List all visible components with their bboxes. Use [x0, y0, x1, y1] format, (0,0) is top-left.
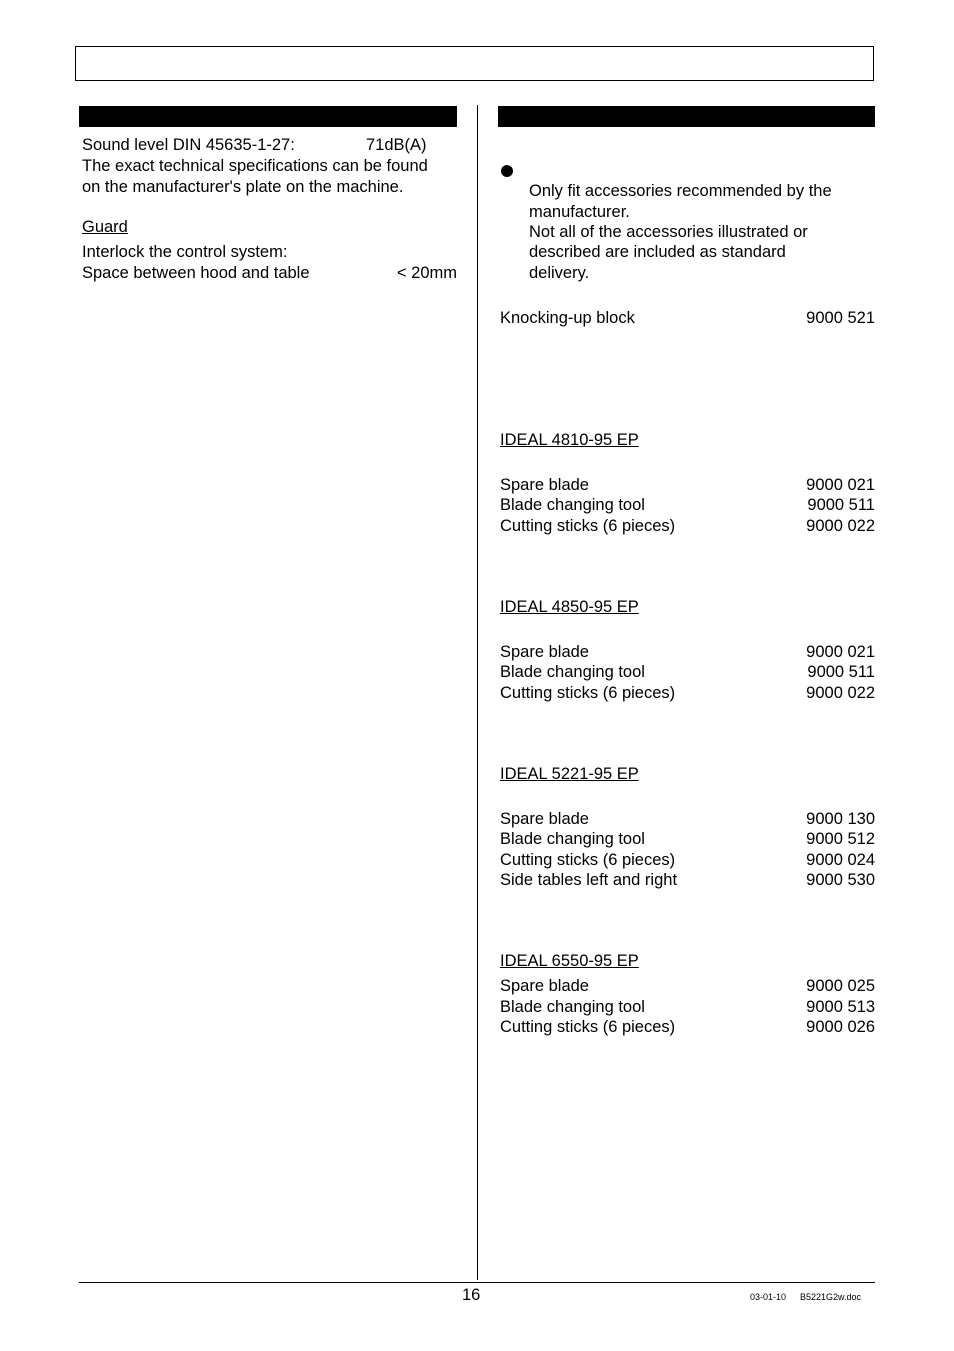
- item-label: Side tables left and right: [500, 871, 678, 889]
- column-divider: [477, 105, 478, 1280]
- item-label: Spare blade: [500, 810, 589, 828]
- item-value: 9000 021: [806, 476, 875, 494]
- interlock-text: Interlock the control system:: [82, 243, 288, 261]
- item-label: Blade changing tool: [500, 663, 645, 681]
- page-number: 16: [462, 1286, 481, 1304]
- item-label: Blade changing tool: [500, 998, 645, 1016]
- note-line: Only fit accessories recommended by the: [529, 182, 832, 200]
- model-heading: IDEAL 4850-95 EP: [500, 598, 639, 616]
- bullet-icon: [501, 165, 513, 177]
- guard-heading: Guard: [82, 218, 128, 236]
- item-value: 9000 513: [806, 998, 875, 1016]
- note-line: manufacturer.: [529, 203, 630, 221]
- item-value: 9000 511: [807, 496, 875, 514]
- item-label: Blade changing tool: [500, 830, 645, 848]
- right-section-bar: [498, 106, 875, 127]
- item-value: 9000 130: [806, 810, 875, 828]
- footer-rule: [79, 1282, 875, 1283]
- item-value: 9000 022: [806, 517, 875, 535]
- note-line: Not all of the accessories illustrated or: [529, 223, 808, 241]
- item-value: 9000 021: [806, 643, 875, 661]
- space-value: < 20mm: [396, 264, 457, 282]
- item-value: 9000 512: [806, 830, 875, 848]
- footer-filename: B5221G2w.doc: [800, 1292, 862, 1302]
- item-label: Cutting sticks (6 pieces): [500, 517, 676, 535]
- item-value: 9000 024: [806, 851, 875, 869]
- left-section-bar: [79, 106, 457, 127]
- item-label: Cutting sticks (6 pieces): [500, 1018, 676, 1036]
- footer-date: 03-01-10: [750, 1292, 787, 1302]
- note-line: described are included as standard: [529, 243, 786, 261]
- item-value: 9000 026: [806, 1018, 875, 1036]
- item-label: Spare blade: [500, 977, 589, 995]
- header-box: [75, 46, 874, 81]
- item-label: Cutting sticks (6 pieces): [500, 684, 676, 702]
- knocking-label: Knocking-up block: [500, 309, 635, 327]
- model-heading: IDEAL 4810-95 EP: [500, 431, 639, 449]
- space-label: Space between hood and table: [82, 264, 310, 282]
- sound-level-label: Sound level DIN 45635-1-27:: [82, 136, 295, 154]
- item-value: 9000 025: [806, 977, 875, 995]
- note-line: delivery.: [529, 264, 590, 282]
- spec-line-2: on the manufacturer's plate on the machine.: [82, 178, 404, 196]
- spec-line-1: The exact technical specifications can be found: [82, 157, 428, 175]
- knocking-value: 9000 521: [806, 309, 875, 327]
- item-value: 9000 022: [806, 684, 875, 702]
- item-value: 9000 530: [806, 871, 875, 889]
- model-heading: IDEAL 6550-95 EP: [500, 952, 639, 970]
- item-label: Spare blade: [500, 476, 589, 494]
- item-label: Spare blade: [500, 643, 589, 661]
- item-value: 9000 511: [807, 663, 875, 681]
- sound-level-value: 71dB(A): [366, 136, 427, 154]
- item-label: Blade changing tool: [500, 496, 645, 514]
- model-heading: IDEAL 5221-95 EP: [500, 765, 639, 783]
- item-label: Cutting sticks (6 pieces): [500, 851, 676, 869]
